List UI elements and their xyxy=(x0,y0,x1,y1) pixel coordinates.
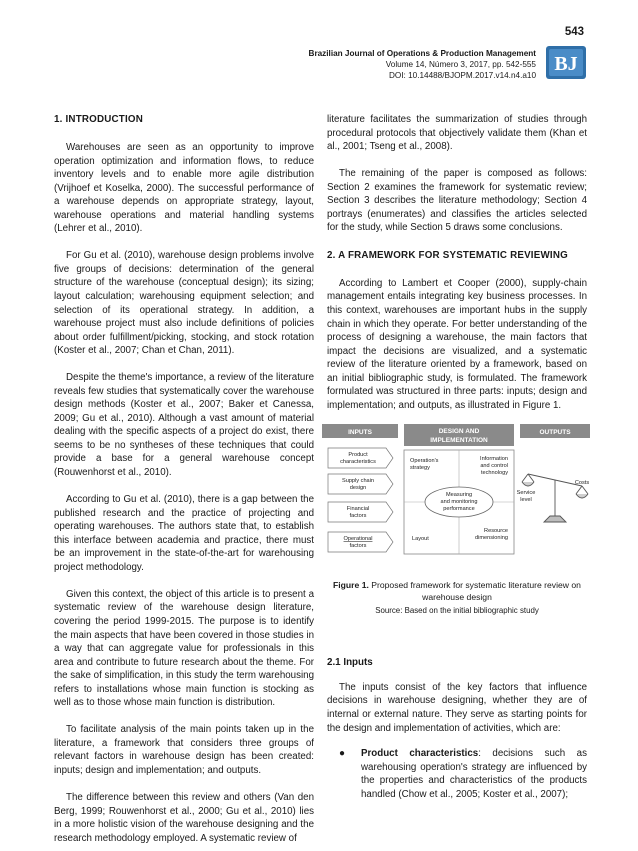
header-inputs-label: INPUTS xyxy=(348,429,372,437)
design-strategy-line-1: Operation's xyxy=(410,458,439,465)
left-column xyxy=(54,113,314,845)
section-heading-introduction: 1. INTRODUCTION xyxy=(54,114,143,125)
input-supply-line-1: Supply chain xyxy=(341,478,375,485)
bullet-product-characteristics xyxy=(327,747,587,801)
continuation-paragraph: literature facilitates the summarization of studies through procedural protocols that objectively validate them (Khan et al., 2001; Tseng et al., 2008). xyxy=(327,114,587,153)
intro-paragraph-6: To facilitate analysis of the main points taken up in the literature, a framework that considers three groups of relevant factors in warehouse design has been created: inputs; design and implementation; and outputs. xyxy=(54,724,314,776)
scale-right-pan xyxy=(576,494,588,498)
figure-caption-label: Figure 1. xyxy=(333,579,369,590)
inputs-paragraph: The inputs consist of the key factors that influence decisions in warehouse designing, whether they are of internal or external nature. They serve as starting points for the design and implementation of activities, which are: xyxy=(327,681,587,734)
subsection-heading-inputs: 2.1 Inputs xyxy=(327,656,373,668)
input-product-line-2: characteristics xyxy=(340,459,376,466)
framework-paragraph: According to Lambert et Cooper (2000), supply-chain management entails integrating key business processes. In this context, warehouses are important hubs in the supply chain in which they operate. For better understanding of the process of designing a warehouse, the main factors that impact the decisions are visualized, and a systematic review of the literature oriented by a framework, based on an initial bibliographic study, is formulated. The framework formulated was structured in three parts: inputs; design and implementation; and outputs, as illustrated in Figure 1. xyxy=(327,277,587,411)
figure-caption-text: Proposed framework for systematic literature review on warehouse design xyxy=(371,579,581,602)
output-service-line-1: Service xyxy=(516,490,536,497)
design-resource-line-1: Resource xyxy=(484,528,508,535)
figure-caption xyxy=(327,579,587,603)
design-center-line-1: Measuring xyxy=(445,492,473,499)
logo-text: BJ xyxy=(554,53,578,75)
output-costs-label: Costs xyxy=(574,480,590,487)
input-financial-line-1: Financial xyxy=(346,506,370,513)
scale-base xyxy=(544,516,566,522)
design-center-line-2: and monitoring xyxy=(440,499,478,506)
output-service-line-2: level xyxy=(520,497,532,504)
journal-volume: Volume 14, Número 3, 2017, pp. 542-555 xyxy=(385,60,536,69)
journal-logo xyxy=(546,46,586,79)
intro-paragraph-5: Given this context, the object of this article is to present a systematic review of the warehouse design literature, covering the period 1999-2015. The purpose is to identify the main aspects that have been covered in those studies in a way that can aggregate value for professionals in this area and contribute to future research about the theme. For the sake of simplification, in this study the term warehousing refers to installations whose main function is stocking as well as to those whose main function is distribution. xyxy=(54,588,314,709)
header-design-label-2: IMPLEMENTATION xyxy=(430,437,488,445)
intro-paragraph-2: For Gu et al. (2010), warehouse design problems involve five groups of decisions: determination of the general structure of the warehouse (conceptual design); its sizing; layout calculation; warehousing equipment selection; and selection of its operational strategy. In addition, a warehouse project must also include definitions of policies about order fulfillment/picking, stocking, and stock rotation (Koster et al., 2007; Chan et Chan, 2011). xyxy=(54,250,314,357)
right-column xyxy=(327,113,590,801)
bullet-label: Product characteristics xyxy=(361,748,479,760)
design-resource-line-2: dimensioning xyxy=(475,535,508,542)
scale-left-pan xyxy=(522,482,534,486)
design-info-line-3: technology xyxy=(480,470,508,477)
intro-paragraph-7: The difference between this review and others (Van den Berg, 1999; Rouwenhorst et al., 2000; Gu et al., 2010) lies in a more holistic vision of the warehouse designing and the research methodology employed. A systematic review of xyxy=(54,791,314,844)
input-operational-line-2: factors xyxy=(349,543,367,550)
input-supply-line-2: design xyxy=(349,485,367,492)
design-center-line-3: performance xyxy=(443,506,475,513)
intro-paragraph-3: Despite the theme's importance, a review of the literature reveals few studies that systematically cover the warehouse design methods (Koster et al., 2007; Baker et Canessa, 2009; Gu et al., 2010). Although a vast amount of material dealing with the specific aspects of a project do exist, there seems to be no syntheses of these techniques that could provide a base for a general warehouse concept (Rouwenhorst et al., 2010). xyxy=(54,372,314,479)
journal-title: Brazilian Journal of Operations & Production Management xyxy=(308,49,536,58)
design-info-line-2: and control xyxy=(480,463,508,470)
input-supply-box xyxy=(328,474,393,494)
design-info-line-1: Information xyxy=(480,456,508,463)
section-heading-framework: 2. A FRAMEWORK FOR SYSTEMATIC REVIEWING xyxy=(327,249,568,261)
journal-doi: DOI: 10.14488/BJOPM.2017.v14.n4.a10 xyxy=(388,71,536,80)
intro-paragraph-4: According to Gu et al. (2010), there is a gap between the published research and the practice of projecting and operating warehouses. The authors state that, to establish this interface between academia and practice, there must be an improvement in the state-of-the-art for warehousing project methodology. xyxy=(54,494,314,573)
figure-source: Source: Based on the initial bibliographic study xyxy=(375,605,539,615)
design-layout-label: Layout xyxy=(412,536,429,543)
input-financial-line-2: factors xyxy=(349,513,367,520)
header-outputs-label: OUTPUTS xyxy=(539,429,571,437)
structure-paragraph: The remaining of the paper is composed as follows: Section 2 examines the framework for systematic review; Section 3 describes the literature methodology; Section 4 portrays (enumerates) and classifies the articles selected for the study, while Section 5 draws some conclusions. xyxy=(327,168,587,234)
header-design-label-1: DESIGN AND xyxy=(438,428,480,436)
framework-figure xyxy=(320,422,592,570)
intro-paragraph-1: Warehouses are seen as an opportunity to improve operation optimization and information flows, to reduce inventory levels and to enable more agile distribution (Vrijhoef et Koselka, 2000). The successful performance of a warehouse depends on appropriate strategy, layout, warehouse operations and material handling systems (Lehrer et al., 2010). xyxy=(54,142,314,235)
input-product-box xyxy=(328,448,393,468)
design-strategy-line-2: strategy xyxy=(410,465,430,472)
bullet-text: : decisions such as warehousing operation's strategy are influenced by the properties and characteristics of the products handled (Chow et al., 2005; Koster et al., 2007); xyxy=(361,748,587,800)
input-operational-line-1: Operational xyxy=(343,536,373,543)
input-product-line-1: Product xyxy=(348,452,368,459)
bullet-dot: ● xyxy=(338,748,346,760)
input-financial-box xyxy=(328,502,393,522)
journal-header xyxy=(309,48,536,81)
page-number: 543 xyxy=(564,26,584,38)
input-operational-box xyxy=(328,532,393,552)
